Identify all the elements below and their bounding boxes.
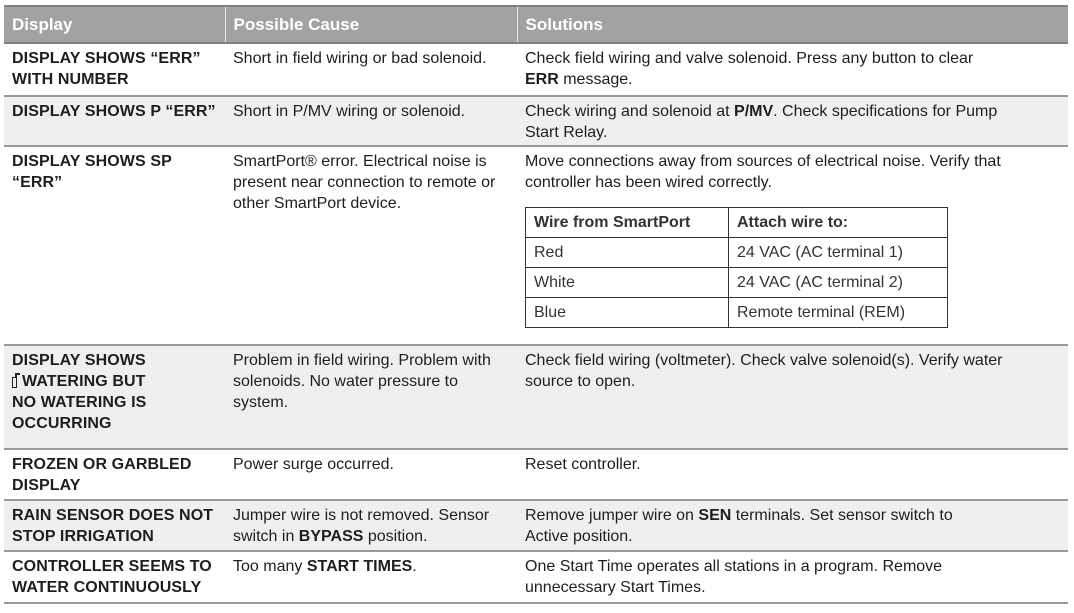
header-display: Display [4, 6, 225, 43]
table-row [4, 345, 1068, 449]
cause-text: Power surge occurred. [233, 456, 394, 473]
wire-color: White [526, 268, 729, 298]
cause-cell [225, 43, 517, 96]
wiring-header-wire: Wire from SmartPort [526, 208, 729, 238]
wiring-header-attach: Attach wire to: [729, 208, 948, 238]
cause-cell [225, 146, 517, 345]
display-text: DISPLAY SHOWS [12, 352, 146, 369]
solution-text: Remove jumper wire on [525, 507, 699, 524]
cause-text: SmartPort® error. Electrical noise is present near connection to remote or other SmartPort device. [233, 153, 496, 212]
sprinkler-icon [12, 372, 20, 389]
wire-terminal: 24 VAC (AC terminal 2) [729, 268, 948, 298]
display-text: DISPLAY SHOWS P “ERR” [12, 103, 216, 120]
solution-cell [517, 96, 1068, 146]
solution-text: One Start Time operates all stations in a program. Remove unnecessary Start Times. [525, 558, 943, 596]
solution-bold: ERR [525, 71, 559, 88]
solution-text: Check wiring and solenoid at [525, 103, 735, 120]
cause-bold: START TIMES [306, 558, 413, 575]
cause-text-post: . [412, 558, 417, 575]
display-cell [4, 96, 225, 146]
wire-color: Blue [526, 298, 729, 328]
solution-cell [517, 146, 1068, 345]
header-possible-cause: Possible Cause [225, 6, 517, 43]
display-text: CONTROLLER SEEMS TO WATER CONTINUOUSLY [12, 558, 212, 596]
display-text: FROZEN OR GARBLED DISPLAY [12, 456, 192, 494]
solution-text-post: . Check specifications for Pump Start Relay. [525, 103, 998, 141]
display-cell [4, 500, 225, 551]
table-row [4, 96, 1068, 146]
cause-cell [225, 96, 517, 146]
solution-cell [517, 551, 1068, 603]
troubleshooting-table [4, 5, 1068, 604]
solution-text-post: message. [558, 71, 633, 88]
wire-color: Red [526, 238, 729, 268]
cause-text: Jumper wire is not removed. Sensor switch in [233, 507, 490, 545]
solution-bold: P/MV [734, 103, 774, 120]
solution-cell [517, 500, 1068, 551]
display-text-wrap [12, 371, 162, 434]
header-row [4, 6, 1068, 43]
display-cell [4, 43, 225, 96]
cause-cell [225, 500, 517, 551]
display-text: RAIN SENSOR DOES NOT STOP IRRIGATION [12, 507, 214, 545]
display-cell [4, 146, 225, 345]
cause-text: Problem in field wiring. Problem with solenoids. No water pressure to system. [233, 352, 491, 411]
table-row [4, 449, 1068, 500]
table-row [4, 551, 1068, 603]
wiring-row [526, 238, 948, 268]
cause-cell [225, 449, 517, 500]
table-row [4, 500, 1068, 551]
cause-cell [225, 551, 517, 603]
cause-cell [225, 345, 517, 449]
solution-bold: SEN [698, 507, 732, 524]
display-cell [4, 551, 225, 603]
wiring-header-row [526, 208, 948, 238]
display-cell [4, 449, 225, 500]
display-text: WATERING BUT NO WATERING IS OCCURRING [12, 373, 147, 432]
cause-text-post: position. [363, 528, 428, 545]
solution-text-post: terminals. Set sensor switch to Active position. [525, 507, 953, 545]
solution-cell [517, 345, 1068, 449]
table-row [4, 146, 1068, 345]
wire-terminal: Remote terminal (REM) [729, 298, 948, 328]
display-text: DISPLAY SHOWS “ERR” WITH NUMBER [12, 50, 201, 88]
solution-text: Reset controller. [525, 456, 641, 473]
table-row [4, 43, 1068, 96]
display-cell [4, 345, 225, 449]
cause-text: Short in P/MV wiring or solenoid. [233, 103, 466, 120]
wiring-row [526, 268, 948, 298]
cause-text: Short in field wiring or bad solenoid. [233, 50, 487, 67]
cause-text: Too many [233, 558, 307, 575]
solution-text: Move connections away from sources of electrical noise. Verify that controller has been wired correctly. [525, 153, 1001, 191]
solution-text: Check field wiring and valve solenoid. Press any button to clear [525, 50, 974, 67]
solution-text: Check field wiring (voltmeter). Check valve solenoid(s). Verify water source to open. [525, 352, 1003, 390]
solution-cell [517, 43, 1068, 96]
cause-bold: BYPASS [298, 528, 364, 545]
header-solutions: Solutions [517, 6, 1068, 43]
wiring-row [526, 298, 948, 328]
solution-cell [517, 449, 1068, 500]
wire-terminal: 24 VAC (AC terminal 1) [729, 238, 948, 268]
smartport-wiring-table [525, 207, 948, 328]
display-text: DISPLAY SHOWS SP “ERR” [12, 153, 172, 191]
